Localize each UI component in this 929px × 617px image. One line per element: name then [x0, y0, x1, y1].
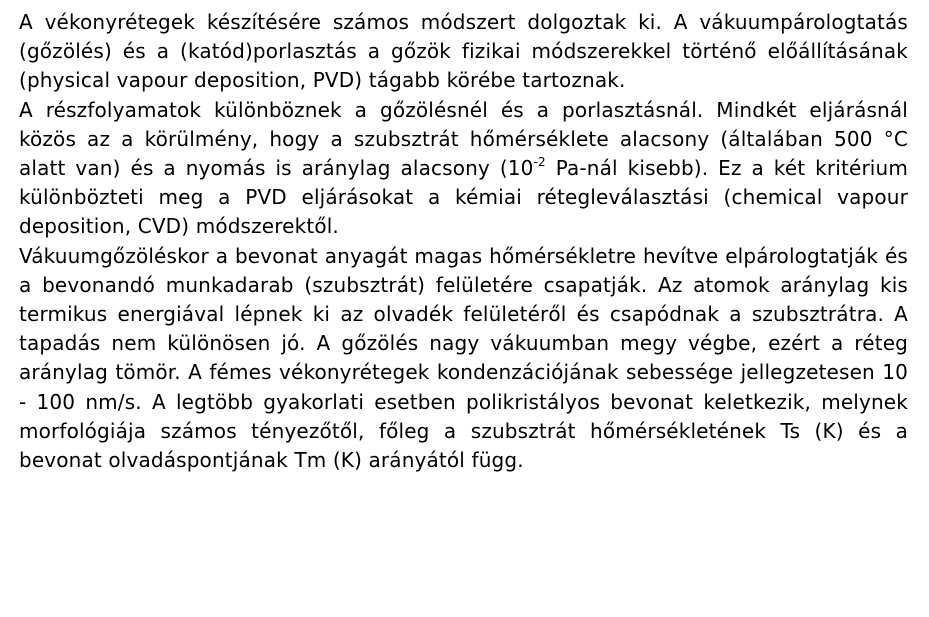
paragraph-vacuum-evaporation: Vákuumgőzöléskor a bevonat anyagát magas hőmérsékletre hevítve elpárologtatják és a bevonandó munkadarab (szubsztrát) felületére csapatják. Az atomok aránylag kis termikus energiával lépnek ki az olvadék felületéről és csapódnak a szubsztrátra. A tapadás nem különösen jó. A gőzölés nagy vákuumban megy végbe, ezért a réteg aránylag tömör. A fémes vékonyrétegek kondenzációjának sebessége jellegzetesen 10 - 100 nm/s. A legtöbb gyakorlati esetben polikristályos bevonat keletkezik, melynek morfológiája számos tényezőtől, főleg a szubsztrát hőmérsékletének Ts (K) és a bevonat olvadáspontjának Tm (K) arányától függ.: [19, 243, 908, 473]
pressure-exponent: -2: [533, 155, 546, 170]
body-text: [19, 8, 908, 475]
pressure-text-after: Pa-nál kisebb). Ez a két kritérium különbözteti meg a PVD eljárásokat a kémiai rétegleválasztási (chemical vapour deposition, CVD) módszerektől.: [19, 156, 908, 239]
paragraph-process-comparison: [19, 96, 908, 242]
paragraph-pvd-intro: A vékonyrétegek készítésére számos módszert dolgoztak ki. A vákuumpárologtatás (gőzölés) és a (katód)porlasztás a gőzök fizikai módszerekkel történő előállításának (physical vapour deposition, PVD) tágabb körébe tartoznak.: [19, 10, 908, 93]
pressure-text-before: A részfolyamatok különböznek a gőzölésnél és a porlasztásnál. Mindkét eljárásnál közös az a körülmény, hogy a szubsztrát hőmérséklete alacsony (általában 500 °C alatt van) és a nyomás is aránylag alacsony (10: [19, 97, 908, 181]
